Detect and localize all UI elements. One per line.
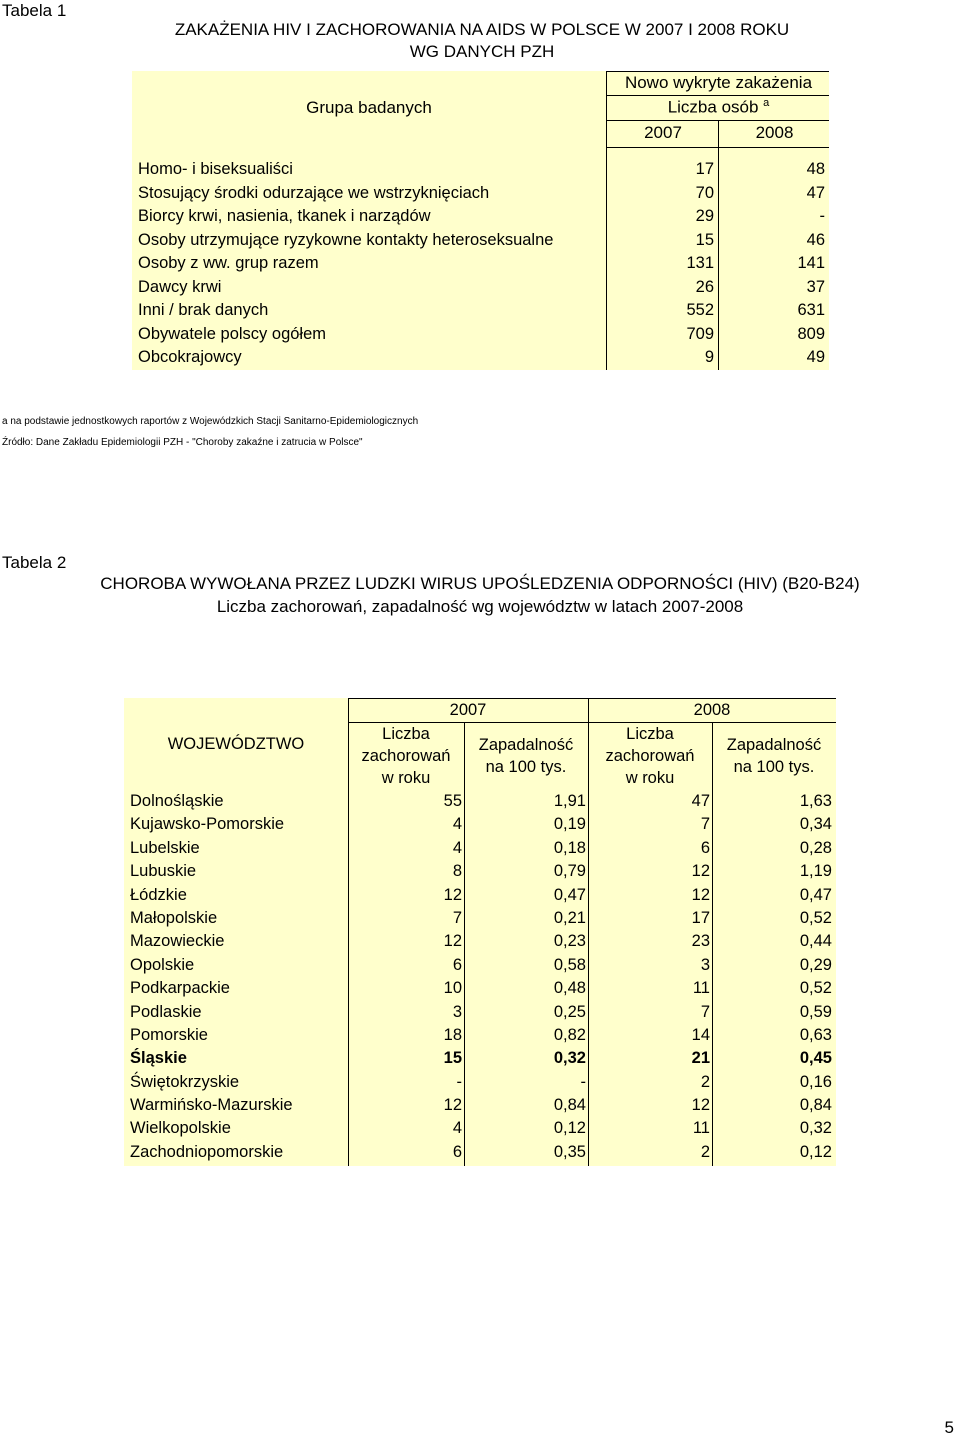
t2-cases-2007-l3: w roku: [381, 769, 431, 787]
t1-hrule-3: [606, 147, 829, 148]
t2-row-cases-2007: 4: [452, 838, 462, 857]
t2-row-cases-2007: 12: [443, 1096, 462, 1115]
t2-row-cases-2008: 17: [691, 908, 710, 927]
t2-row-incidence-2008: 0,28: [799, 838, 832, 857]
table-row: [132, 276, 829, 300]
t1-row-value-2008: 37: [806, 277, 825, 296]
t1-row-value-2008: 141: [797, 254, 825, 272]
t1-group-header: Grupa badanych: [306, 98, 432, 117]
table-row: [124, 1094, 836, 1117]
table-row: [132, 158, 829, 182]
t2-row-region: Małopolskie: [130, 908, 218, 927]
table-row: [124, 1141, 836, 1164]
table2: [124, 698, 836, 1166]
t2-row-incidence-2007: 0,18: [553, 838, 586, 857]
t2-cases-2008-header: [588, 723, 712, 789]
t2-row-incidence-2008: 0,16: [799, 1072, 832, 1091]
table-row: [124, 954, 836, 977]
t1-hrule-1: [606, 95, 829, 96]
t1-row-label: Stosujący środki odurzające we wstrzyknięciach: [138, 183, 490, 202]
t1-year-2007: 2007: [644, 123, 682, 142]
t2-incidence-2008-header: [712, 734, 836, 778]
table-row: [132, 229, 829, 253]
t2-row-incidence-2007: 0,23: [553, 932, 586, 951]
t2-row-region: Lubelskie: [130, 838, 200, 857]
t2-row-cases-2007: 10: [443, 979, 462, 998]
t2-row-incidence-2008: 0,59: [799, 1002, 832, 1021]
t1-row-label: Biorcy krwi, nasienia, tkanek i narządów: [138, 207, 431, 225]
t2-row-cases-2008: 7: [700, 815, 710, 834]
t2-row-incidence-2007: 1,91: [553, 792, 586, 810]
t2-row-incidence-2007: 0,84: [553, 1096, 586, 1115]
table-row: [132, 323, 829, 347]
table-row: [124, 884, 836, 907]
table-row: [132, 346, 829, 370]
t2-cases-2007-l2: zachorowań: [361, 747, 451, 765]
t2-row-cases-2008: 47: [691, 792, 710, 810]
t1-row-value-2008: -: [819, 207, 825, 225]
table-row: [124, 1117, 836, 1140]
table-row: [124, 1001, 836, 1024]
t1-row-value-2007: 26: [695, 277, 714, 296]
t2-row-region: Łódzkie: [130, 885, 187, 904]
t2-row-cases-2008: 23: [691, 932, 710, 951]
table-row: [124, 1071, 836, 1094]
t1-row-value-2007: 552: [686, 301, 714, 319]
t2-row-incidence-2008: 0,52: [799, 979, 832, 998]
t2-row-region: Warmińsko-Mazurskie: [130, 1096, 293, 1115]
t2-row-cases-2008: 12: [691, 885, 710, 904]
t2-row-cases-2008: 21: [691, 1049, 710, 1068]
t2-cases-2008-l3: w roku: [625, 769, 675, 787]
table1-title-line1: ZAKAŻENIA HIV I ZACHOROWANIA NA AIDS W POLSCE W 2007 I 2008 ROKU: [174, 20, 790, 39]
t2-row-incidence-2007: 0,48: [553, 979, 586, 998]
t2-row-cases-2008: 2: [700, 1142, 710, 1161]
t1-row-value-2007: 15: [695, 230, 714, 249]
t2-row-cases-2008: 6: [700, 838, 710, 857]
t1-row-label: Obcokrajowcy: [138, 348, 242, 366]
t2-row-region: Mazowieckie: [130, 932, 225, 951]
t2-row-incidence-2008: 0,45: [799, 1049, 832, 1068]
table-row: [132, 182, 829, 206]
t2-row-region: Podlaskie: [130, 1002, 202, 1021]
t1-top-rule: [606, 71, 829, 72]
t1-row-value-2008: 48: [806, 160, 825, 178]
t2-row-incidence-2007: 0,79: [553, 862, 586, 881]
table-row: [124, 813, 836, 836]
t1-row-value-2008: 631: [797, 301, 825, 319]
t2-row-incidence-2007: -: [580, 1072, 586, 1091]
t2-row-incidence-2008: 0,44: [799, 932, 832, 951]
t1-row-value-2007: 9: [704, 348, 714, 366]
t2-row-region: Świętokrzyskie: [130, 1072, 240, 1091]
t2-row-incidence-2007: 0,35: [553, 1142, 586, 1161]
t2-row-cases-2008: 12: [691, 1096, 710, 1115]
t2-row-incidence-2008: 0,32: [799, 1119, 832, 1138]
t1-row-value-2007: 29: [695, 207, 714, 225]
t2-row-cases-2007: 6: [452, 955, 462, 974]
t2-row-incidence-2008: 0,84: [799, 1096, 832, 1115]
table-row: [124, 977, 836, 1000]
t2-row-incidence-2008: 0,12: [799, 1142, 832, 1161]
t2-incidence-2007-l1: Zapadalność: [478, 736, 574, 754]
t1-row-label: Osoby utrzymujące ryzykowne kontakty heteroseksualne: [138, 230, 554, 249]
table-row: [132, 205, 829, 229]
t2-row-incidence-2008: 0,29: [799, 955, 832, 974]
t1-row-value-2008: 49: [806, 348, 825, 366]
t2-row-cases-2008: 2: [700, 1072, 710, 1091]
t2-row-cases-2008: 11: [692, 979, 710, 998]
t2-row-region: Pomorskie: [130, 1025, 208, 1044]
t1-row-value-2007: 709: [686, 324, 714, 343]
t2-cases-2007-header: [348, 723, 464, 789]
t1-row-label: Inni / brak danych: [138, 301, 269, 319]
table-row: [124, 860, 836, 883]
t2-row-incidence-2007: 0,58: [553, 955, 586, 974]
t2-cases-2007-l1: Liczba: [382, 725, 430, 743]
t2-row-region: Kujawsko-Pomorskie: [130, 815, 285, 834]
t1-row-label: Obywatele polscy ogółem: [138, 324, 327, 343]
t1-rows: [132, 158, 829, 370]
t2-row-cases-2007: 3: [452, 1002, 462, 1021]
t2-row-incidence-2007: 0,32: [553, 1049, 586, 1068]
t2-row-cases-2007: 4: [452, 1119, 462, 1138]
t2-row-region: Podkarpackie: [130, 979, 230, 998]
t2-row-cases-2007: 12: [443, 885, 462, 904]
t2-row-region: Zachodniopomorskie: [130, 1142, 284, 1161]
t1-header-count-sup: a: [763, 97, 770, 109]
t1-row-label: Osoby z ww. grup razem: [138, 254, 319, 272]
table-row: [124, 930, 836, 953]
t2-row-cases-2008: 3: [700, 955, 710, 974]
t2-row-cases-2007: 55: [443, 792, 462, 810]
table-row: [124, 837, 836, 860]
t2-row-cases-2008: 7: [700, 1002, 710, 1021]
t2-row-cases-2007: 15: [443, 1049, 462, 1068]
t2-year-2008: 2008: [693, 701, 731, 719]
t2-row-region: Lubuskie: [130, 862, 197, 881]
table-row: [132, 299, 829, 323]
table-row: [124, 1024, 836, 1047]
t2-row-region: Opolskie: [130, 955, 195, 974]
table1-footnote: a na podstawie jednostkowych raportów z Wojewódzkich Stacji Sanitarno-Epidemiologicznych: [2, 416, 419, 427]
t2-incidence-2007-l2: na 100 tys.: [485, 758, 567, 776]
table1-title: [132, 19, 832, 63]
table-row: [124, 907, 836, 930]
t2-row-incidence-2008: 0,52: [799, 908, 832, 927]
t2-row-incidence-2007: 0,82: [553, 1025, 586, 1044]
t1-row-label: Dawcy krwi: [138, 277, 222, 296]
t2-row-incidence-2008: 0,47: [799, 885, 832, 904]
t2-cases-2008-l1: Liczba: [626, 725, 674, 743]
t1-header-count: [608, 97, 829, 118]
t2-row-incidence-2007: 0,19: [553, 815, 586, 834]
table2-subtitle: Liczba zachorowań, zapadalność wg województw w latach 2007-2008: [216, 597, 744, 616]
table-row: [124, 790, 836, 813]
t2-row-incidence-2008: 1,19: [799, 862, 832, 881]
t2-row-cases-2007: 12: [443, 932, 462, 951]
table2-title: CHOROBA WYWOŁANA PRZEZ LUDZKI WIRUS UPOŚLEDZENIA ODPORNOŚCI (HIV) (B20-B24): [100, 574, 860, 593]
t2-row-region: Wielkopolskie: [130, 1119, 231, 1138]
t2-row-cases-2008: 14: [691, 1025, 710, 1044]
table-row: [132, 252, 829, 276]
t2-row-incidence-2007: 0,47: [553, 885, 586, 904]
table1: [132, 71, 829, 370]
t2-row-cases-2007: 6: [452, 1142, 462, 1161]
t1-year-2008: 2008: [755, 123, 794, 142]
table2-label: Tabela 2: [2, 553, 67, 572]
t2-region-header: WOJEWÓDZTWO: [167, 735, 305, 753]
t2-row-cases-2007: 18: [443, 1025, 462, 1044]
t2-row-cases-2007: -: [456, 1072, 462, 1091]
t2-row-incidence-2008: 0,34: [799, 815, 832, 834]
t2-row-incidence-2008: 1,63: [799, 792, 832, 810]
t1-row-value-2008: 47: [806, 183, 825, 202]
t1-row-value-2007: 17: [695, 160, 714, 178]
t2-row-cases-2007: 7: [452, 908, 462, 927]
table1-label: Tabela 1: [2, 1, 67, 20]
t1-row-value-2007: 131: [686, 254, 714, 272]
t1-row-value-2007: 70: [695, 183, 714, 202]
t1-row-value-2008: 809: [797, 324, 825, 343]
t2-row-incidence-2008: 0,63: [799, 1025, 832, 1044]
t2-year-2007: 2007: [449, 701, 487, 719]
t2-incidence-2007-header: [464, 734, 588, 778]
t2-row-incidence-2007: 0,12: [553, 1119, 586, 1138]
t1-hrule-2: [606, 120, 829, 121]
t2-cases-2008-l2: zachorowań: [605, 747, 695, 765]
t1-row-label: Homo- i biseksualiści: [138, 160, 293, 178]
t2-row-cases-2007: 8: [452, 862, 462, 881]
t2-row-cases-2008: 11: [692, 1119, 710, 1138]
t1-row-value-2008: 46: [806, 230, 825, 249]
t2-row-region: Dolnośląskie: [130, 792, 224, 810]
t1-header-new-infections: Nowo wykryte zakażenia: [624, 73, 813, 92]
t2-incidence-2008-l1: Zapadalność: [726, 736, 822, 754]
page-number: 5: [944, 1418, 954, 1437]
t2-row-incidence-2007: 0,21: [553, 908, 586, 927]
t2-rows: [124, 790, 836, 1164]
t1-header-count-text: Liczba osób: [667, 97, 759, 117]
table-row: [124, 1047, 836, 1070]
table1-title-line2: WG DANYCH PZH: [409, 42, 555, 61]
t2-row-cases-2007: 4: [452, 815, 462, 834]
t2-row-cases-2008: 12: [691, 862, 710, 881]
table1-source: Źródło: Dane Zakładu Epidemiologii PZH - "Choroby zakaźne i zatrucia w Polsce": [2, 437, 363, 448]
t2-row-incidence-2007: 0,25: [553, 1002, 586, 1021]
t2-incidence-2008-l2: na 100 tys.: [733, 758, 815, 776]
t2-row-region: Śląskie: [130, 1049, 187, 1068]
